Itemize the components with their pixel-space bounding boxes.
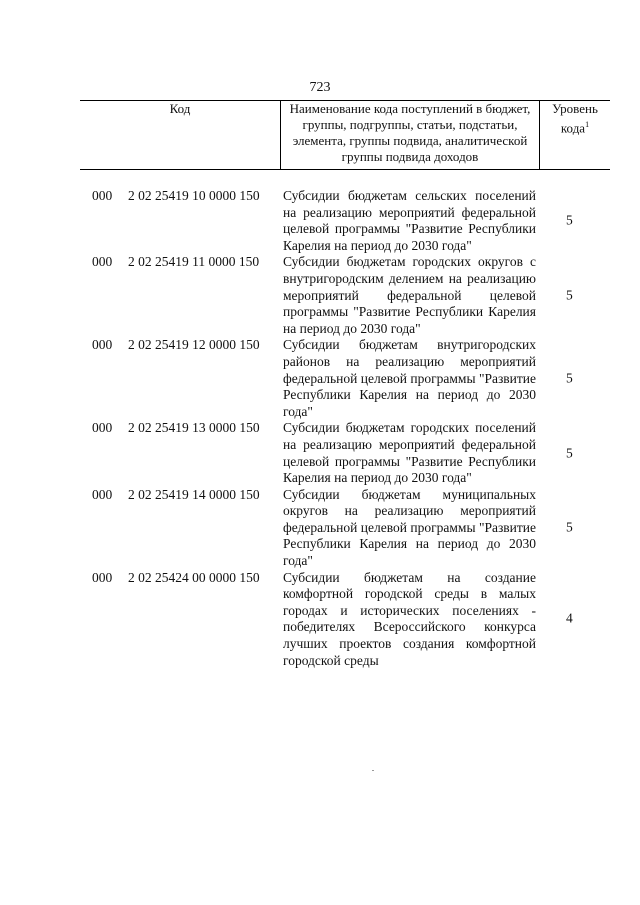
header-level-footnote: 1 (585, 120, 590, 129)
table-header (80, 100, 610, 170)
page-number: 723 (309, 80, 331, 95)
row-admin-code: 000 (92, 254, 113, 270)
table-row (80, 420, 610, 486)
header-name: Наименование кода поступлений в бюджет, группы, подгруппы, статьи, подстатьи, элемента, группы подвида, аналитической группы подвида доходов (281, 101, 540, 169)
row-level: 5 (566, 519, 573, 535)
table-body (80, 188, 610, 669)
row-level: 5 (566, 287, 573, 303)
row-income-name: Субсидии бюджетам сельских поселений на реализацию мероприятий федеральной целевой программы "Развитие Республики Карелия на период до 2030 года" (283, 188, 536, 253)
header-level-label: Уровень кода (552, 101, 598, 136)
row-income-code: 2 02 25419 14 0000 150 (128, 486, 260, 502)
row-income-name: Субсидии бюджетам на создание комфортной городской среды в малых городах и исторических поселениях - победителях Всероссийского конкурса лучших проектов создания комфортной городской среды (283, 569, 536, 668)
row-level: 4 (566, 611, 573, 627)
row-income-name: Субсидии бюджетам городских поселений на реализацию мероприятий федеральной целевой программы "Развитие Республики Карелия на период до 2030 года" (283, 420, 536, 486)
table-row (80, 487, 610, 570)
table-row (80, 570, 610, 670)
row-admin-code: 000 (92, 486, 113, 502)
row-income-code: 2 02 25419 13 0000 150 (128, 420, 260, 436)
row-income-name: Субсидии бюджетам внутригородских районов на реализацию мероприятий федеральной целевой программы "Развитие Республики Карелия на период до 2030 года" (283, 337, 536, 419)
row-income-code: 2 02 25419 10 0000 150 (128, 188, 260, 203)
row-admin-code: 000 (92, 569, 113, 585)
row-income-code: 2 02 25419 11 0000 150 (128, 254, 260, 270)
row-admin-code: 000 (92, 188, 113, 203)
row-level: 5 (566, 212, 573, 228)
row-level: 5 (566, 370, 573, 386)
table-row (80, 188, 610, 254)
row-income-code: 2 02 25424 00 0000 150 (128, 569, 260, 585)
header-code: Код (80, 101, 281, 169)
row-level: 5 (566, 445, 573, 461)
scan-speck (372, 770, 374, 771)
table-row (80, 254, 610, 337)
row-income-name: Субсидии бюджетам муниципальных округов на реализацию мероприятий федеральной целевой программы "Развитие Республики Карелия на период до 2030 года" (283, 486, 536, 569)
table-row (80, 337, 610, 420)
row-income-code: 2 02 25419 12 0000 150 (128, 337, 260, 353)
row-admin-code: 000 (92, 420, 113, 436)
row-income-name: Субсидии бюджетам городских округов с внутригородским делением на реализацию мероприятий федеральной целевой программы "Развитие Республики Карелия на период до 2030 года" (283, 254, 536, 336)
header-level (540, 101, 610, 169)
row-admin-code: 000 (92, 337, 113, 353)
